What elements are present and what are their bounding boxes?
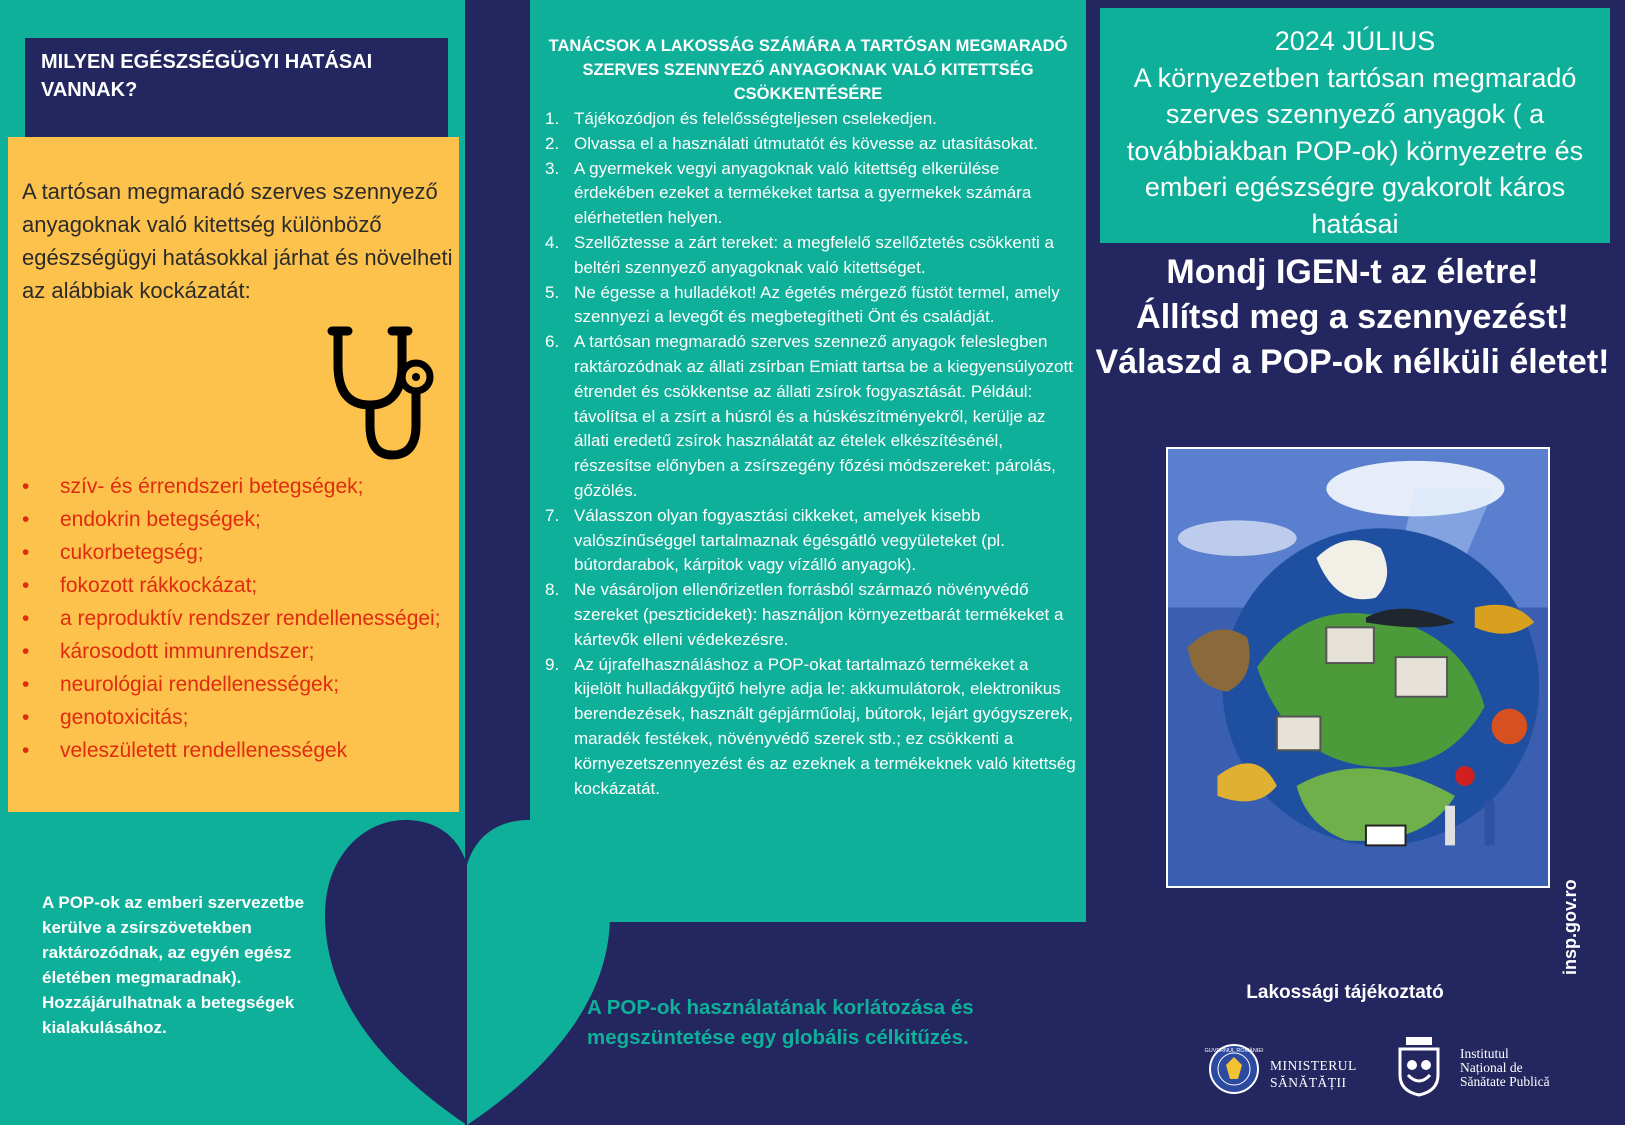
list-item: 4. Szellőztesse a zárt tereket: a megfelelő szellőztetés csökkenti a beltéri szennyező anyagoknak való kitettséget. [545,232,1055,277]
ministry-name [1270,1057,1357,1091]
tips-title: TANÁCSOK A LAKOSSÁG SZÁMÁRA A TARTÓSAN MEGMARADÓ SZERVES SZENNYEZŐ ANYAGOKNAK VALÓ KITETTSÉG CSÖKKENTÉSÉRE [548,37,1068,103]
list-item: 8. Ne vásároljon ellenőrizetlen forrásból származó növényvédő szereket (peszticideket): használjon környezetbarát termékeket a kártevők elleni védekezésre. [545,580,1064,649]
brochure-title-box [1100,8,1610,243]
slogan-line: Állítsd meg a szennyezést! [1136,298,1569,336]
list-item: 9. Az újrafelhasználáshoz a POP-okat tartalmazó termékeket a kijelölt hulladákgyűjtő helyre adja le: akkumulátorok, elektronikus berendezések, használt gépjárműolaj, bútorok, lejárt gyógyszerek, maradék festékek, növényvédő szerek stb.; ez csökkenti a környezetszennyezést és az ezeknek a termékeknek való kitettség kockázatát. [545,654,1076,798]
institute-name-line: Național de [1460,1060,1523,1075]
public-information-label: Lakossági tájékoztató [1246,982,1444,1003]
list-item: • fokozott rákkockázat; [20,569,460,602]
website-link[interactable]: insp.gov.ro [1560,879,1580,975]
svg-text:GUVERNUL ROMÂNIEI: GUVERNUL ROMÂNIEI [1204,1048,1264,1054]
stethoscope-icon [330,325,440,465]
slogan-line: Mondj IGEN-t az életre! [1166,253,1539,291]
list-item: • a reproduktív rendszer rendellenességei; [20,602,460,635]
pop-storage-note: A POP-ok az emberi szervezetbe kerülve a zsírszövetekben raktározódnak, az egyén egész életében megmaradnak). Hozzájárulhatnak a betegségek kialakulásához. [42,893,305,1037]
list-item: 5. Ne égesse a hulladékot! Az égetés mérgező füstöt termel, amely szennyezi a levegőt és megbetegítheti Önt és családját. [545,282,1060,327]
brochure-title: A környezetben tartósan megmaradó szerves szennyező anyagok ( a továbbiakban POP-ok) környezetre és emberi egészségre gyakorolt káros hatásai [1126,62,1584,239]
list-item: • szív- és érrendszeri betegségek; [20,470,460,503]
list-item: 3. A gyermekek vegyi anyagoknak való kitettség elkerülése érdekében ezeket a termékeket tartsa a gyermekek számára elérhetetlen helyen. [545,158,1032,228]
institute-logo-icon [1396,1035,1442,1097]
global-goal-text: A POP-ok használatának korlátozása és megszüntetése egy globális célkitűzés. [587,996,974,1049]
health-effects-heading: MILYEN EGÉSZSÉGÜGYI HATÁSAI VANNAK? [25,38,448,138]
earth-illustration [1166,447,1550,888]
list-item: • endokrin betegségek; [20,503,460,536]
list-item: • genotoxicitás; [20,701,460,734]
institute-name [1460,1047,1550,1089]
ministry-name-line: SĂNĂTĂȚII [1270,1075,1347,1090]
institute-name-line: Institutul [1460,1046,1509,1061]
disease-list [20,470,460,767]
list-item: 1. Tájékozódjon és felelősségteljesen cselekedjen. [545,109,937,128]
health-effects-intro: A tartósan megmaradó szerves szennyező anyagoknak való kitettség különböző egészségügyi hatásokkal járhat és növelheti az alábbiak kockázatát: [22,179,453,303]
list-item: • cukorbetegség; [20,536,460,569]
list-item: • neurológiai rendellenességek; [20,668,460,701]
brochure-date: 2024 JÚLIUS [1274,26,1436,56]
list-item: • veleszületett rendellenességek [20,734,460,767]
list-item: • károsodott immunrendszer; [20,635,460,668]
tips-list [540,107,1080,801]
institute-name-line: Sănătate Publică [1460,1074,1550,1089]
ministry-name-line: MINISTERUL [1270,1058,1357,1073]
ministry-emblem-icon [1204,1043,1264,1095]
slogan-line: Válaszd a POP-ok nélküli életet! [1095,343,1610,381]
slogans [1080,250,1625,385]
list-item: 6. A tartósan megmaradó szerves szennező anyagok feleslegben raktározódnak az állati zsírban Emiatt tartsa be a kiegyensúlyozott étrendet és csökkentse az állati zsírok fogyasztását. Például: távolítsa el a zsírt a húsról és a húskészítményekről, kerülje az állati eredetű zsírok használatát az ételek elkészítésénél, részesítse előnyben a zsírszegény főzési módszereket: párolás, gőzölés. [545,332,1073,500]
list-item: 2. Olvassa el a használati útmutatót és kövesse az utasításokat. [545,133,1038,153]
list-item: 7. Válasszon olyan fogyasztási cikkeket, amelyek kisebb valószínűséggel tartalmaznak égésgátló vegyületeket (pl. bútordarabok, kárpitok vagy vízálló anyagok). [545,505,1005,575]
